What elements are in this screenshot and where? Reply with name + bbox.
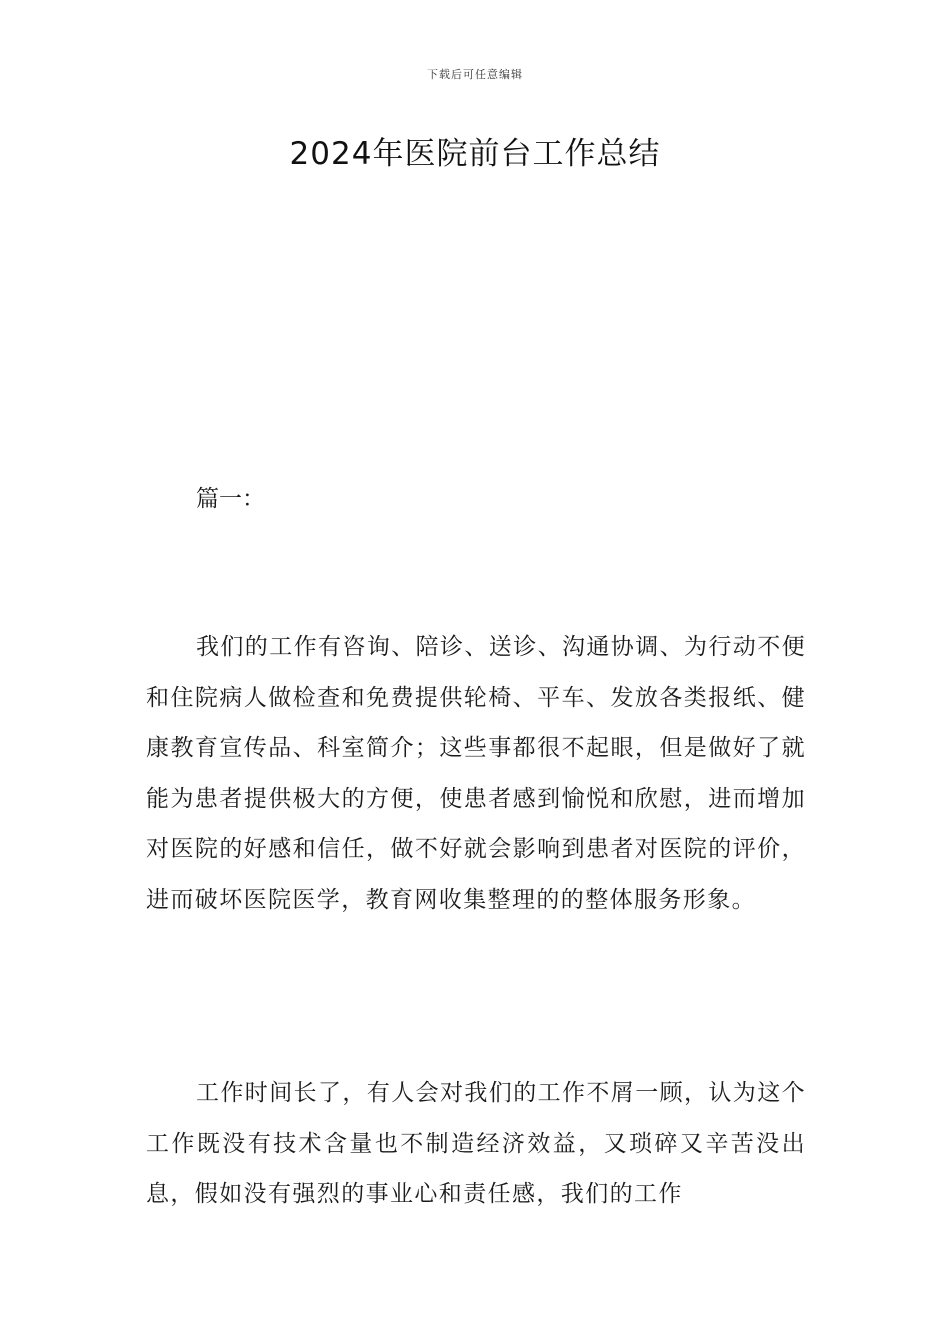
header-note: 下载后可任意编辑 <box>427 68 523 81</box>
body-paragraph: 工作时间长了，有人会对我们的工作不屑一顾，认为这个工作既没有技术含量也不制造经济效益，又琐碎又辛苦没出息，假如没有强烈的事业心和责任感，我们的工作 <box>146 1080 806 1207</box>
body-paragraph: 我们的工作有咨询、陪诊、送诊、沟通协调、为行动不便和住院病人做检查和免费提供轮椅、平车、发放各类报纸、健康教育宣传品、科室简介；这些事都很不起眼，但是做好了就能为患者提供极大的方便，使患者感到愉悦和欣慰，进而增加对医院的好感和信任，做不好就会影响到患者对医院的评价，进而破坏医院医学，教育网收集整理的的整体服务形象。 <box>146 634 806 913</box>
document-title: 2024年医院前台工作总结 <box>289 136 661 172</box>
section-heading: 篇一： <box>196 486 265 512</box>
